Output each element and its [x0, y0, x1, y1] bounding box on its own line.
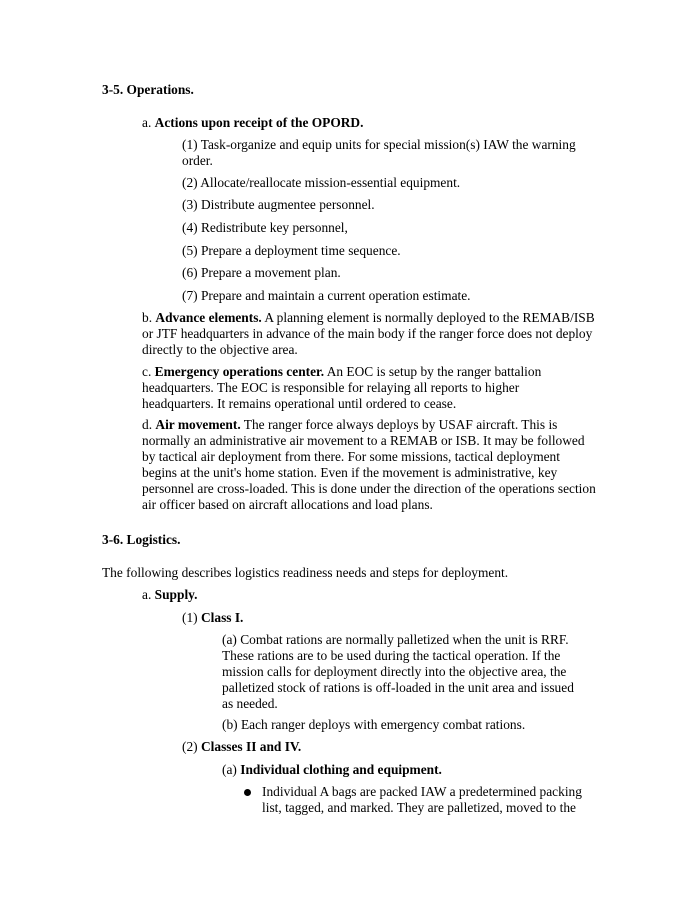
- paragraph-air-movement-title: Air movement.: [155, 417, 241, 432]
- section-3-6-a-heading: [142, 587, 197, 603]
- class-2-4-title: Classes II and IV.: [200, 739, 302, 754]
- paragraph-advance-elements-title: Advance elements.: [155, 310, 262, 325]
- class-1-heading: [182, 610, 243, 626]
- section-3-5-a-prefix: a.: [142, 115, 152, 130]
- list-item-operations-2: (2) Allocate/reallocate mission-essential equipment.: [182, 175, 461, 190]
- class-2-4-a-title: Individual clothing and equipment.: [240, 762, 442, 777]
- class-2-4-prefix: (2): [182, 739, 198, 754]
- class-1-prefix: (1): [182, 610, 198, 625]
- paragraph-eoc-title: Emergency operations center.: [154, 364, 325, 379]
- section-3-6-a-prefix: a.: [142, 587, 152, 602]
- paragraph-eoc-text: An EOC is setup by the ranger battalion headquarters. The EOC is responsible for relaying all reports to higher headquarters. It remains operational until ordered to cease.: [142, 364, 542, 411]
- class-1-title: Class I.: [200, 610, 244, 625]
- paragraph-advance-elements: [142, 310, 600, 358]
- class-2-4-subheading: [222, 762, 442, 778]
- paragraph-air-movement: [142, 417, 598, 513]
- paragraph-eoc-prefix: c.: [142, 364, 152, 379]
- section-3-5-a-heading: [142, 115, 363, 131]
- section-3-6-intro: The following describes logistics readiness needs and steps for deployment.: [102, 565, 509, 580]
- bullet-item-a-bags: Individual A bags are packed IAW a predetermined packing list, tagged, and marked. They are palletized, moved to the: [262, 784, 582, 815]
- section-3-5-a-title: Actions upon receipt of the OPORD.: [154, 115, 364, 130]
- paragraph-advance-elements-prefix: b.: [142, 310, 153, 325]
- list-item-operations-3: (3) Distribute augmentee personnel.: [182, 197, 375, 212]
- class-2-4-a-prefix: (a): [222, 762, 237, 777]
- class-1-paragraph-a: (a) Combat rations are normally palletized when the unit is RRF. These rations are to be used during the tactical operation. If the mission calls for deployment directly into the objective area, the palletized stock of rations is off-loaded in the unit area and issued as needed.: [222, 632, 574, 711]
- list-item-operations-7: (7) Prepare and maintain a current operation estimate.: [182, 288, 471, 303]
- list-item-operations-1: (1) Task-organize and equip units for special mission(s) IAW the warning order.: [182, 137, 576, 168]
- paragraph-emergency-operations-center: [142, 364, 562, 412]
- section-3-5-title: 3-5. Operations.: [102, 82, 194, 97]
- bullet-icon: [244, 789, 251, 796]
- list-item-operations-4: (4) Redistribute key personnel,: [182, 220, 348, 235]
- list-item-operations-6: (6) Prepare a movement plan.: [182, 265, 341, 280]
- section-3-6-a-title: Supply.: [154, 587, 198, 602]
- class-1-paragraph-b: (b) Each ranger deploys with emergency combat rations.: [222, 717, 526, 732]
- list-item-operations-5: (5) Prepare a deployment time sequence.: [182, 243, 401, 258]
- paragraph-air-movement-text: The ranger force always deploys by USAF aircraft. This is normally an administrative air movement to a REMAB or ISB. It may be followed by tactical air deployment from there. For some missions, tactical deployment begins at the unit's home station. Even if the movement is administrative, key personnel are cross-loaded. This is done under the direction of the operations section air officer based on aircraft allocations and load plans.: [142, 417, 596, 512]
- paragraph-advance-elements-text: A planning element is normally deployed to the REMAB/ISB or JTF headquarters in advance of the main body if the ranger force does not deploy directly to the objective area.: [142, 310, 595, 357]
- section-3-6-title: 3-6. Logistics.: [102, 532, 181, 547]
- paragraph-air-movement-prefix: d.: [142, 417, 153, 432]
- class-2-4-heading: [182, 739, 301, 755]
